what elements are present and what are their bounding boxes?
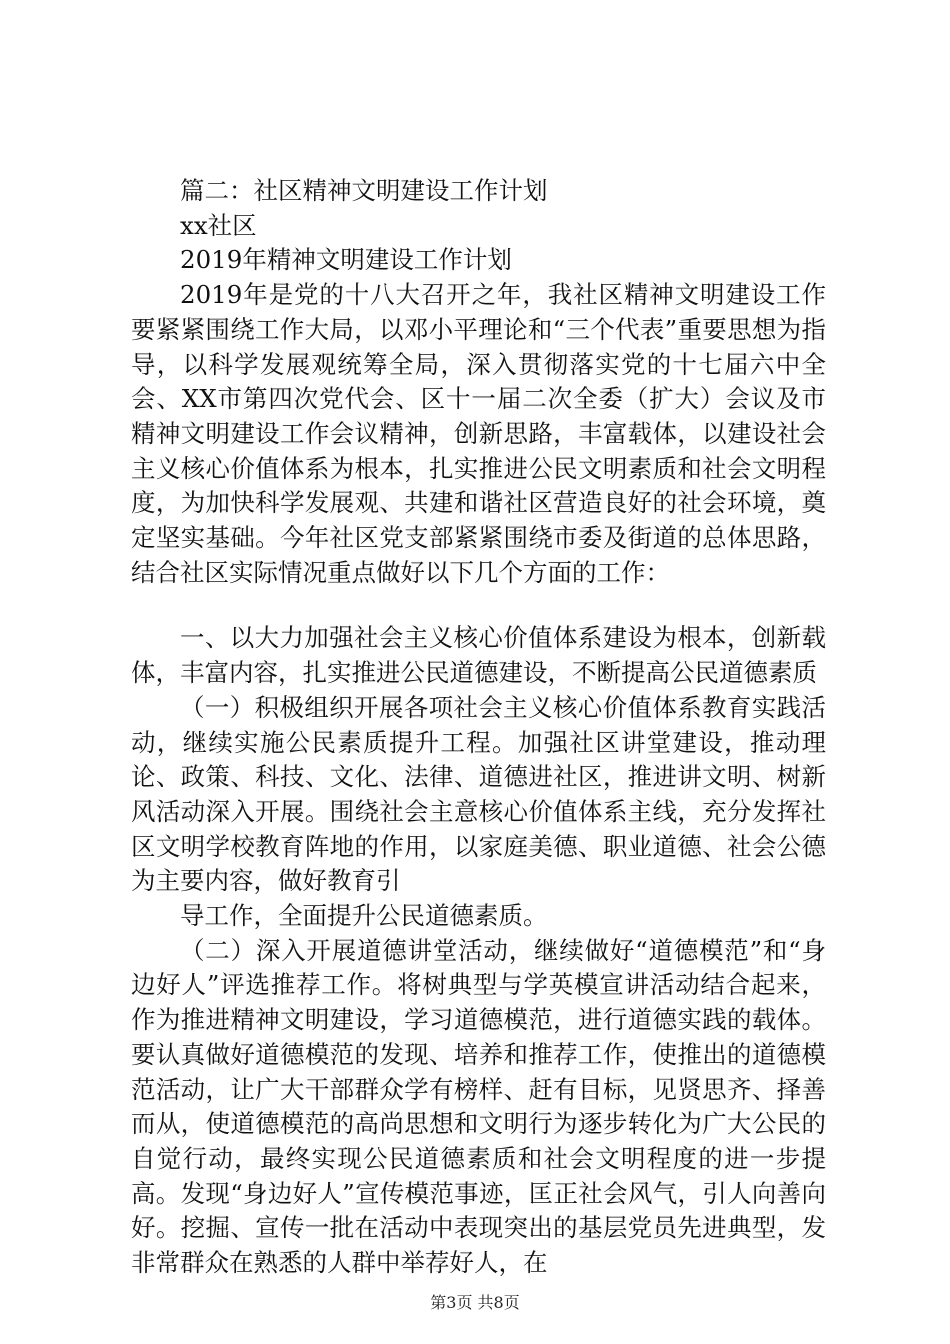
body-paragraph-item-1: （一）积极组织开展各项社会主义核心价值体系教育实践活动，继续实施公民素质提升工程。加强社区讲堂建设，推动理论、政策、科技、文化、法律、道德进社区，推进讲文明、树新风活动深入开展。围绕社会主意核心价值体系主线，充分发挥社区文明学校教育阵地的作用，以家庭美德、职业道德、社会公德为主要内容，做好教育引: [131, 692, 826, 896]
document-body: [131, 174, 826, 1281]
heading-part-one: 一、以大力加强社会主义核心价值体系建设为根本，创新载体，丰富内容，扎实推进公民道德建设，不断提高公民道德素质: [131, 623, 826, 688]
plan-title: 2019年精神文明建设工作计划: [180, 245, 512, 275]
section-title: 篇二：社区精神文明建设工作计划: [180, 176, 548, 205]
body-paragraph-item-1-cont: 导工作，全面提升公民道德素质。: [180, 901, 548, 931]
body-paragraph-item-2: （二）深入开展道德讲堂活动，继续做好“道德模范”和“身边好人”评选推荐工作。将树典型与学英模宣讲活动结合起来，作为推进精神文明建设，学习道德模范，进行道德实践的载体。要认真做好道德模范的发现、培养和推荐工作，使推出的道德模范活动，让广大干部群众学有榜样、赶有目标，见贤思齐、择善而从，使道德模范的高尚思想和文明行为逐步转化为广大公民的自觉行动，最终实现公民道德素质和社会文明程度的进一步提高。发现“身边好人”宣传模范事迹，匡正社会风气，引人向善向好。挖掘、宣传一批在活动中表现突出的基层党员先进典型，发非常群众在熟悉的人群中举荐好人，在: [131, 935, 826, 1278]
page-footer: 第3页 共8页: [430, 1293, 520, 1312]
body-paragraph-intro: 2019年是党的十八大召开之年，我社区精神文明建设工作要紧紧围绕工作大局，以邓小平理论和“三个代表”重要思想为指导，以科学发展观统筹全局，深入贯彻落实党的十七届六中全会、XX市第四次党代会、区十一届二次全委（扩大）会议及市精神文明建设工作会议精神，创新思路，丰富载体，以建设社会主义核心价值体系为根本，扎实推进公民文明素质和社会文明程度，为加快科学发展观、共建和谐社区营造良好的社会环境，奠定坚实基础。今年社区党支部紧紧围绕市委及街道的总体思路，结合社区实际情况重点做好以下几个方面的工作：: [131, 280, 826, 587]
community-name: xx社区: [180, 210, 257, 240]
